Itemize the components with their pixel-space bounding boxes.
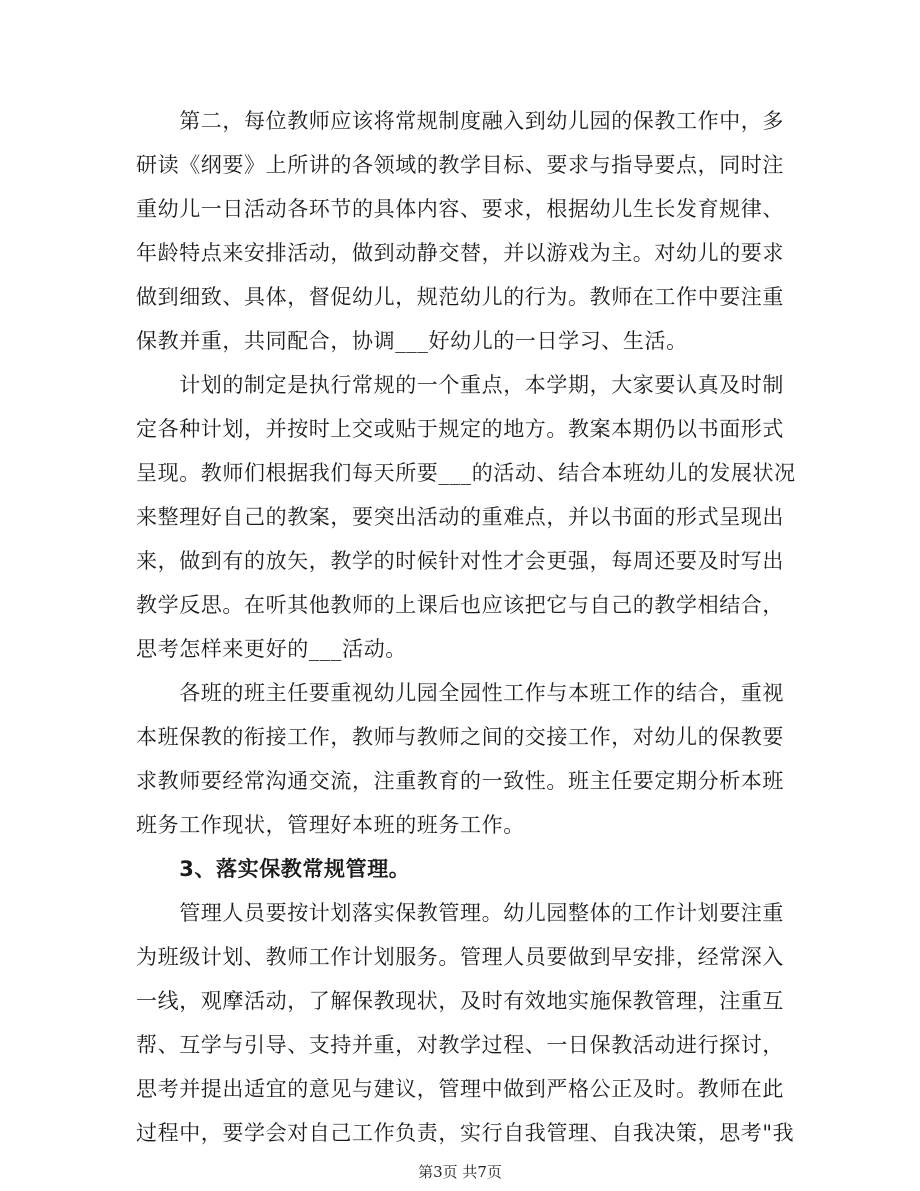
paragraph-3-line-4: 班务工作现状，管理好本班的班务工作。	[136, 813, 525, 837]
paragraph-2-line-1: 计划的制定是执行常规的一个重点，本学期，大家要认真及时制	[136, 373, 784, 397]
section-heading: 3、落实保教常规管理。	[136, 857, 411, 881]
paragraph-2-line-7: 思考怎样来更好的___活动。	[136, 637, 407, 661]
paragraph-4-line-6: 过程中，要学会对自己工作负责，实行自我管理、自我决策，思考"我	[136, 1121, 795, 1145]
paragraph-1-line-3: 重幼儿一日活动各环节的具体内容、要求，根据幼儿生长发育规律、	[136, 197, 784, 221]
paragraph-4-line-2: 为班级计划、教师工作计划服务。管理人员要做到早安排，经常深入	[136, 945, 784, 969]
paragraph-1-line-5: 做到细致、具体，督促幼儿，规范幼儿的行为。教师在工作中要注重	[136, 285, 784, 309]
paragraph-4-line-5: 思考并提出适宜的意见与建议，管理中做到严格公正及时。教师在此	[136, 1077, 784, 1101]
paragraph-2-line-6: 教学反思。在听其他教师的上课后也应该把它与自己的教学相结合，	[136, 593, 784, 617]
paragraph-1-line-4: 年龄特点来安排活动，做到动静交替，并以游戏为主。对幼儿的要求	[136, 241, 784, 265]
paragraph-3-line-3: 求教师要经常沟通交流，注重教育的一致性。班主任要定期分析本班	[136, 769, 784, 793]
paragraph-3-line-1: 各班的班主任要重视幼儿园全园性工作与本班工作的结合，重视	[136, 681, 784, 705]
paragraph-4-line-1: 管理人员要按计划落实保教管理。幼儿园整体的工作计划要注重	[136, 901, 784, 925]
paragraph-4-line-3: 一线，观摩活动，了解保教现状，及时有效地实施保教管理，注重互	[136, 989, 784, 1013]
paragraph-4-line-4: 帮、互学与引导、支持并重，对教学过程、一日保教活动进行探讨，	[136, 1033, 784, 1057]
paragraph-3-line-2: 本班保教的衔接工作，教师与教师之间的交接工作，对幼儿的保教要	[136, 725, 784, 749]
paragraph-2-line-4: 来整理好自己的教案，要突出活动的重难点，并以书面的形式呈现出	[136, 505, 784, 529]
paragraph-2-line-2: 定各种计划，并按时上交或贴于规定的地方。教案本期仍以书面形式	[136, 417, 784, 441]
paragraph-1-line-6: 保教并重，共同配合，协调___好幼儿的一日学习、生活。	[136, 329, 688, 353]
page-number-footer: 第3页 共7页	[418, 1163, 502, 1181]
paragraph-1-line-2: 研读《纲要》上所讲的各领域的教学目标、要求与指导要点，同时注	[136, 153, 784, 177]
paragraph-2-line-3: 呈现。教师们根据我们每天所要___的活动、结合本班幼儿的发展状况	[136, 461, 796, 485]
paragraph-2-line-5: 来，做到有的放矢，教学的时候针对性才会更强，每周还要及时写出	[136, 549, 784, 573]
paragraph-1-line-1: 第二，每位教师应该将常规制度融入到幼儿园的保教工作中，多	[136, 109, 784, 133]
